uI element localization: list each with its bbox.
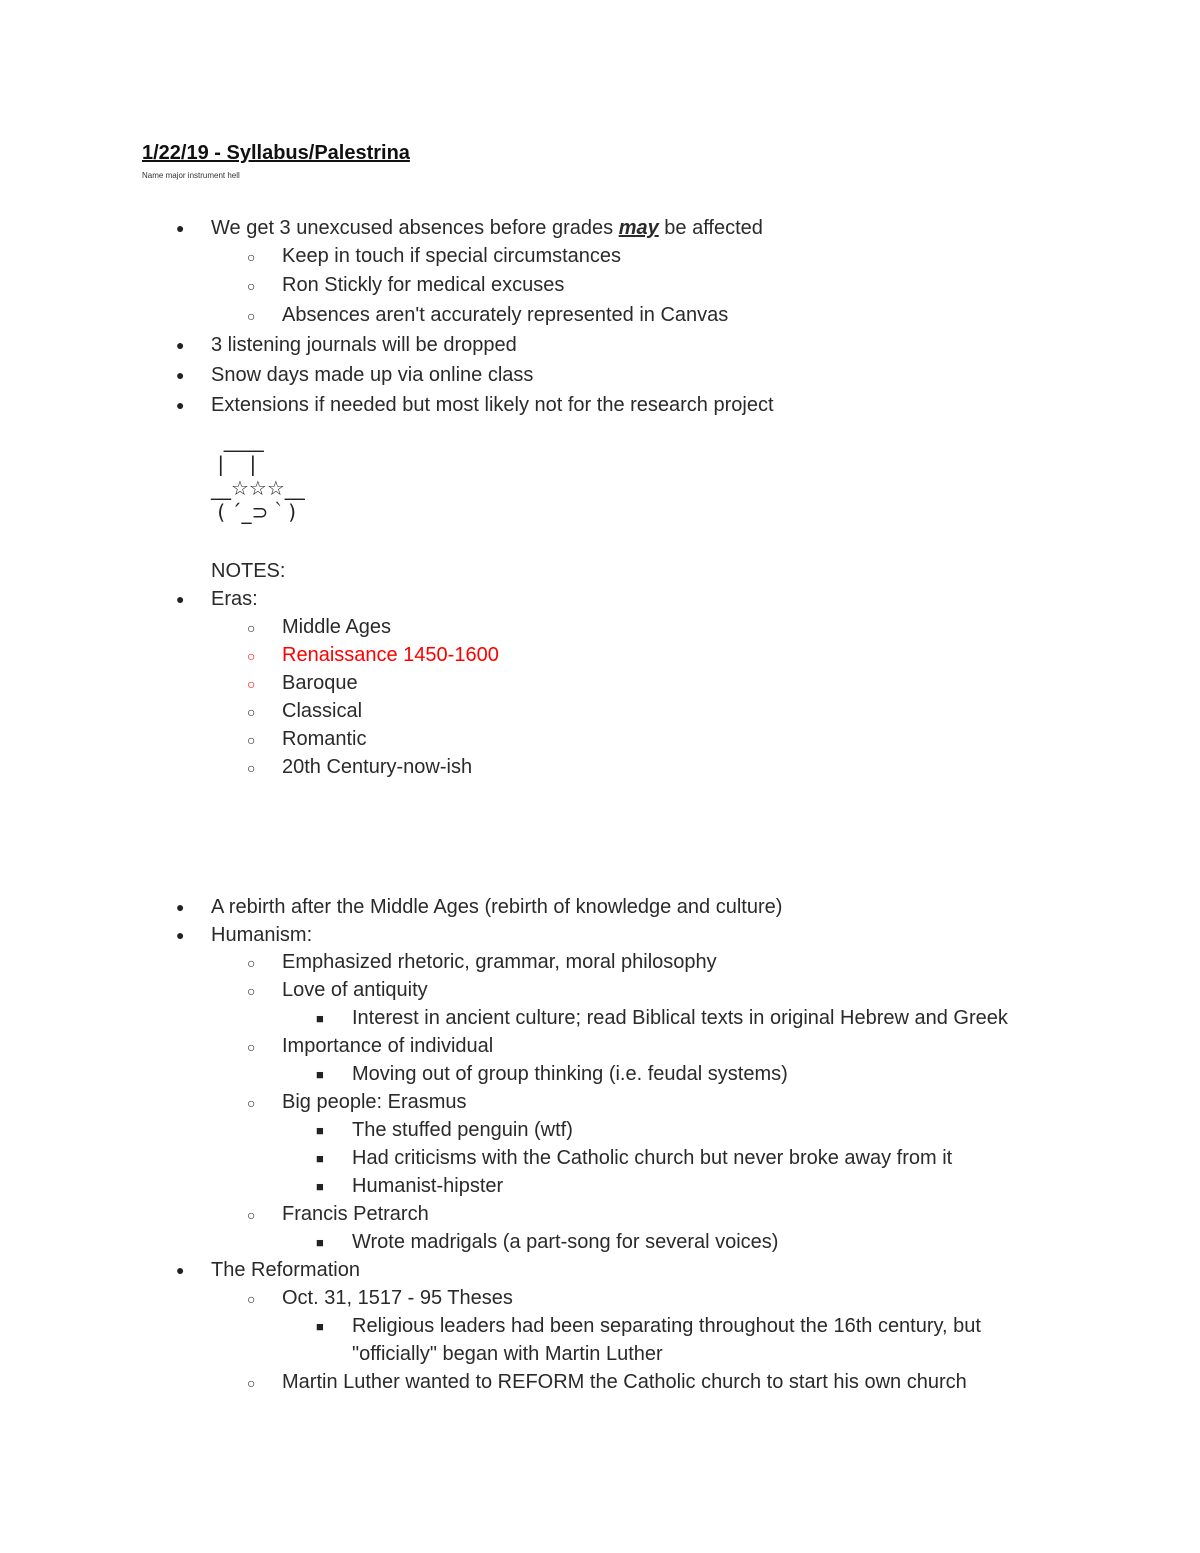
filled-square-icon: ■ xyxy=(316,1011,324,1026)
filled-square-icon: ■ xyxy=(316,1319,324,1334)
list-item: Snow days made up via online class xyxy=(211,364,534,386)
list-item: Humanism: xyxy=(211,924,313,946)
page-title: 1/22/19 - Syllabus/Palestrina xyxy=(142,142,410,164)
list-item: The Reformation xyxy=(211,1259,360,1281)
list-item: 3 listening journals will be dropped xyxy=(211,334,517,356)
era-item: Middle Ages xyxy=(282,616,391,638)
ascii-art: ____ | | __☆☆☆__ ( ´_⊃｀) xyxy=(211,428,305,524)
hollow-circle-icon: ○ xyxy=(247,732,256,748)
bullet-dot-icon: ● xyxy=(176,899,185,915)
list-item: Had criticisms with the Catholic church but never broke away from it xyxy=(352,1147,953,1169)
list-item: Moving out of group thinking (i.e. feudal systems) xyxy=(352,1063,788,1085)
bullet-dot-icon: ● xyxy=(176,927,185,943)
bullet-dot-icon: ● xyxy=(176,337,185,353)
list-item: Religious leaders had been separating throughout the 16th century, but xyxy=(352,1315,981,1337)
list-item: Importance of individual xyxy=(282,1035,494,1057)
bullet-dot-icon: ● xyxy=(176,591,185,607)
hollow-circle-icon: ○ xyxy=(247,648,256,664)
hollow-circle-icon: ○ xyxy=(247,1291,256,1307)
bullet-dot-icon: ● xyxy=(176,397,185,413)
list-item: A rebirth after the Middle Ages (rebirth of knowledge and culture) xyxy=(211,896,783,918)
hollow-circle-icon: ○ xyxy=(247,308,256,324)
list-item-eras: Eras: xyxy=(211,588,258,610)
emphasis-may: may xyxy=(618,217,659,239)
hollow-circle-icon: ○ xyxy=(247,1375,256,1391)
era-item: Classical xyxy=(282,700,363,722)
era-item: Romantic xyxy=(282,728,367,750)
hollow-circle-icon: ○ xyxy=(247,249,256,265)
bullet-dot-icon: ● xyxy=(176,367,185,383)
hollow-circle-icon: ○ xyxy=(247,676,256,692)
hollow-circle-icon: ○ xyxy=(247,1207,256,1223)
hollow-circle-icon: ○ xyxy=(247,1095,256,1111)
list-item-continuation: "officially" began with Martin Luther xyxy=(352,1343,663,1365)
era-item: 20th Century-now-ish xyxy=(282,756,473,778)
list-item-absences: We get 3 unexcused absences before grades may be affected xyxy=(211,217,763,239)
filled-square-icon: ■ xyxy=(316,1123,324,1138)
page-subtitle: Name major instrument hell xyxy=(142,171,240,180)
filled-square-icon: ■ xyxy=(316,1179,324,1194)
list-item: Absences aren't accurately represented in Canvas xyxy=(282,304,729,326)
hollow-circle-icon: ○ xyxy=(247,278,256,294)
filled-square-icon: ■ xyxy=(316,1235,324,1250)
bullet-dot-icon: ● xyxy=(176,1262,185,1278)
list-item: Ron Stickly for medical excuses xyxy=(282,274,565,296)
filled-square-icon: ■ xyxy=(316,1151,324,1166)
hollow-circle-icon: ○ xyxy=(247,760,256,776)
notes-heading: NOTES: xyxy=(211,560,286,582)
bullet-dot-icon: ● xyxy=(176,220,185,236)
era-item: Baroque xyxy=(282,672,358,694)
list-item: Big people: Erasmus xyxy=(282,1091,467,1113)
list-item: The stuffed penguin (wtf) xyxy=(352,1119,573,1141)
hollow-circle-icon: ○ xyxy=(247,704,256,720)
list-item: Oct. 31, 1517 - 95 Theses xyxy=(282,1287,513,1309)
list-item: Wrote madrigals (a part-song for several voices) xyxy=(352,1231,779,1253)
list-item: Interest in ancient culture; read Biblical texts in original Hebrew and Greek xyxy=(352,1007,1008,1029)
hollow-circle-icon: ○ xyxy=(247,620,256,636)
hollow-circle-icon: ○ xyxy=(247,955,256,971)
list-item: Love of antiquity xyxy=(282,979,428,1001)
list-item: Keep in touch if special circumstances xyxy=(282,245,622,267)
list-item: Martin Luther wanted to REFORM the Catholic church to start his own church xyxy=(282,1371,967,1393)
list-item: Humanist-hipster xyxy=(352,1175,504,1197)
list-item: Extensions if needed but most likely not for the research project xyxy=(211,394,774,416)
list-item: Emphasized rhetoric, grammar, moral philosophy xyxy=(282,951,717,973)
filled-square-icon: ■ xyxy=(316,1067,324,1082)
hollow-circle-icon: ○ xyxy=(247,1039,256,1055)
hollow-circle-icon: ○ xyxy=(247,983,256,999)
list-item: Francis Petrarch xyxy=(282,1203,429,1225)
era-item-highlighted: Renaissance 1450-1600 xyxy=(282,644,499,666)
